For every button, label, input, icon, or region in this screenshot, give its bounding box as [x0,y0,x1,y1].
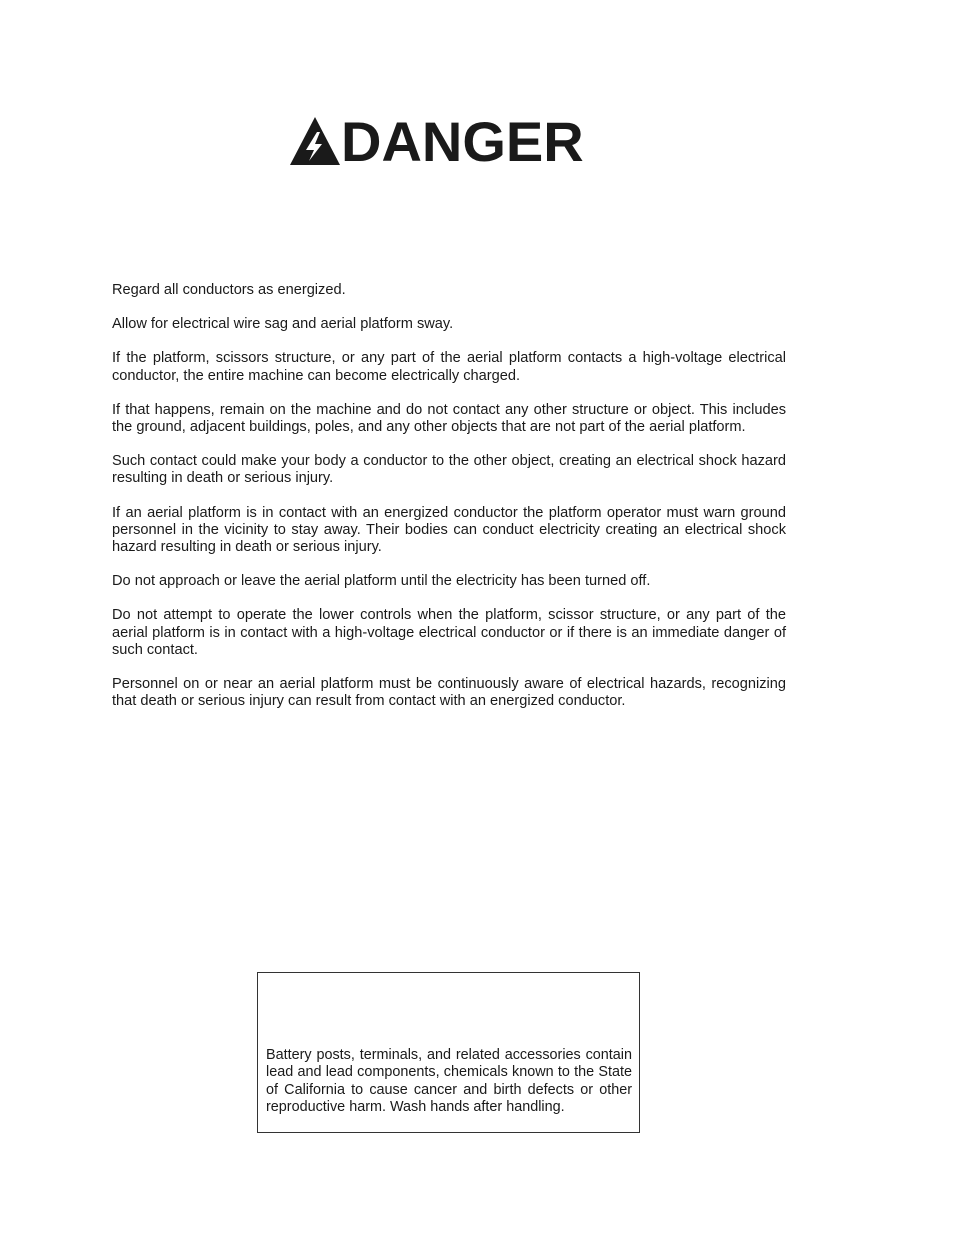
paragraph: Do not attempt to operate the lower controls when the platform, scissor structure, or any part of the aerial platform is in contact with a high-voltage electrical conductor or if there is an immediate danger of such contact. [112,607,786,658]
danger-message-body [112,282,786,727]
paragraph: Regard all conductors as energized. [112,282,346,298]
paragraph: If the platform, scissors structure, or any part of the aerial platform contacts a high-voltage electrical conductor, the entire machine can become electrically charged. [112,350,786,384]
paragraph: Personnel on or near an aerial platform must be continuously aware of electrical hazards, recognizing that death or serious injury can result from contact with an energized conductor. [112,676,786,710]
battery-warning-text: Battery posts, terminals, and related accessories contain lead and lead components, chemicals known to the State of California to cause cancer and birth defects or other reproductive harm. Wash hands after handling. [266,1047,632,1116]
paragraph: Such contact could make your body a conductor to the other object, creating an electrical shock hazard resulting in death or serious injury. [112,453,786,487]
battery-warning-box [257,972,640,1133]
paragraph: Do not approach or leave the aerial platform until the electricity has been turned off. [112,573,651,590]
electrical-hazard-triangle-icon [289,116,341,166]
danger-header [289,110,584,173]
paragraph: Allow for electrical wire sag and aerial platform sway. [112,316,454,333]
danger-signal-word: DANGER [341,110,584,173]
paragraph: If an aerial platform is in contact with an energized conductor the platform operator must warn ground personnel in the vicinity to stay away. Their bodies can conduct electricity creating an electrical shock hazard resulting in death or serious injury. [112,504,786,556]
paragraph: If that happens, remain on the machine and do not contact any other structure or object. This includes the ground, adjacent buildings, poles, and any other objects that are not part of the aerial platform. [112,401,786,436]
